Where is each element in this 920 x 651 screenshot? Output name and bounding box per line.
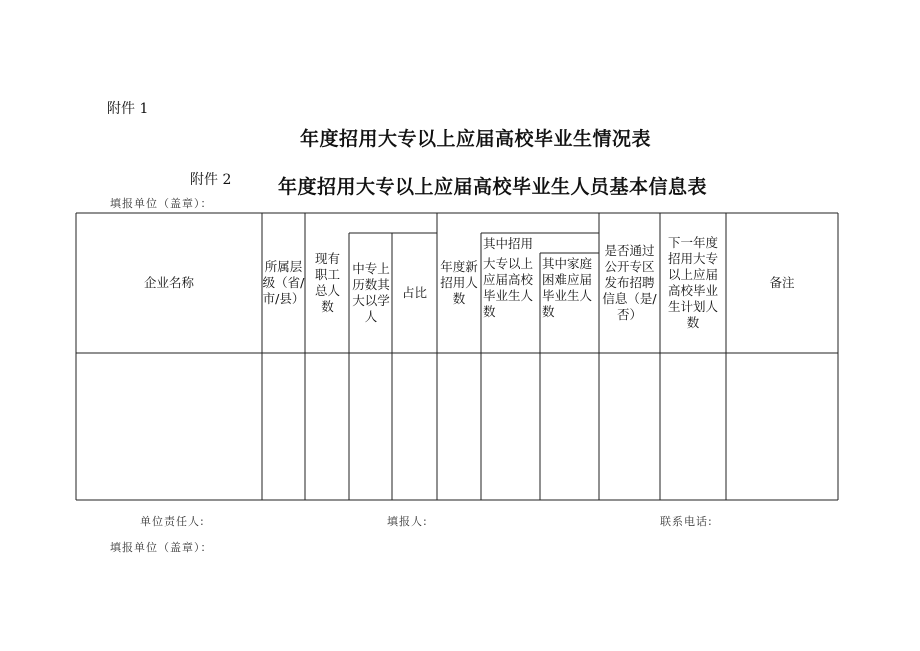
header-total-staff: 现有职工总人数 (314, 251, 340, 314)
header-college-educated-staff: 中专上历数其大以学人 (352, 261, 390, 324)
filler-label: 填报人: (387, 515, 428, 528)
phone-label: 联系电话: (660, 515, 713, 528)
header-remarks: 备注 (769, 275, 795, 290)
reporting-unit-label: 填报单位（盖章）： (110, 197, 213, 210)
table-title-1: 年度招用大专以上应届高校毕业生情况表 (300, 128, 652, 150)
header-level: 所属层级（省/市/县） (262, 259, 305, 306)
header-hardship-graduates: 其中家庭困难应届毕业生人数 (542, 256, 593, 319)
attachment-1-label: 附件 1 (107, 101, 149, 117)
header-ratio: 占比 (401, 285, 427, 300)
header-college-graduates: 大专以上应届高校毕业生人数 (483, 256, 534, 319)
responsible-person-label: 单位责任人: (140, 515, 205, 528)
header-public-posting: 是否通过公开专区发布招聘信息（是/否） (602, 243, 657, 322)
header-company-name: 企业名称 (143, 275, 194, 290)
table-title-2: 年度招用大专以上应届高校毕业生人员基本信息表 (278, 176, 708, 198)
header-of-which: 其中招用 (483, 236, 534, 251)
header-new-hires: 年度新招用人数 (440, 259, 478, 306)
header-next-year-plan: 下一年度招用大专以上应届高校毕业生计划人数 (667, 235, 718, 330)
reporting-unit-label-2: 填报单位（盖章）： (110, 541, 213, 554)
attachment-2-label: 附件 2 (190, 172, 232, 188)
